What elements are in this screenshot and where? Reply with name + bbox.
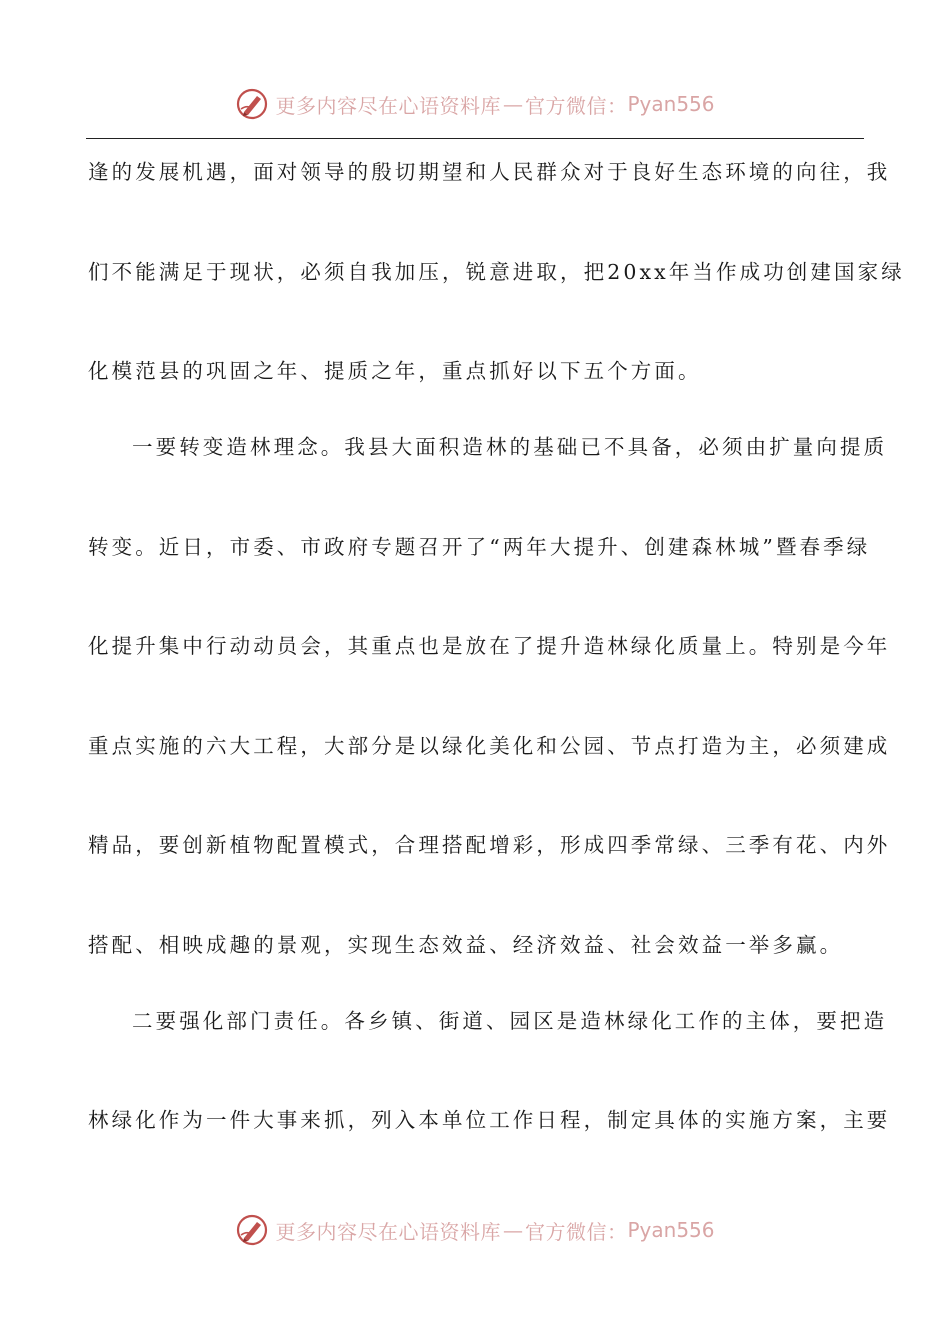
text-line: 精品，要创新植物配置模式，合理搭配增彩，形成四季常绿、三季有花、内外 [88,833,891,857]
text-line: 化提升集中行动动员会，其重点也是放在了提升造林绿化质量上。特别是今年 [88,634,891,658]
text-line: 林绿化作为一件大事来抓，列入本单位工作日程，制定具体的实施方案，主要 [88,1108,891,1132]
text-line: 重点实施的六大工程，大部分是以绿化美化和公园、节点打造为主，必须建成 [88,733,891,758]
wechat-id: Pyan556 [627,1218,715,1242]
site-name: 更多内容尽在心语资料库 [275,1219,501,1244]
header-banner [0,84,950,124]
pen-logo-icon [235,1213,269,1247]
text-line: 们不能满足于现状，必须自我加压，锐意进取，把20xx年当作成功创建国家绿 [88,259,905,284]
text-line: 搭配、相映成趣的景观，实现生态效益、经济效益、社会效益一举多赢。 [88,932,844,957]
site-name: 更多内容尽在心语资料库 [275,93,501,118]
text-line: 逢的发展机遇，面对领导的殷切期望和人民群众对于良好生态环境的向往，我 [88,160,891,184]
text-line: 转变。近日，市委、市政府专题召开了“两年大提升、创建森林城”暨春季绿 [88,534,871,559]
wechat-label: 官方微信： [524,93,628,118]
separator: — [502,92,523,116]
paragraph-start-line: 二要强化部门责任。各乡镇、街道、园区是造林绿化工作的主体，要把造 [132,1008,888,1033]
separator: — [502,1218,523,1242]
wechat-label: 官方微信： [524,1219,628,1244]
footer-banner [0,1210,950,1250]
pen-logo-icon [235,87,269,121]
wechat-id: Pyan556 [627,92,715,116]
header-divider [86,138,864,139]
paragraph-start-line: 一要转变造林理念。我县大面积造林的基础已不具备，必须由扩量向提质 [132,435,888,459]
text-line: 化模范县的巩固之年、提质之年，重点抓好以下五个方面。 [88,359,702,383]
document-body [88,150,905,1198]
